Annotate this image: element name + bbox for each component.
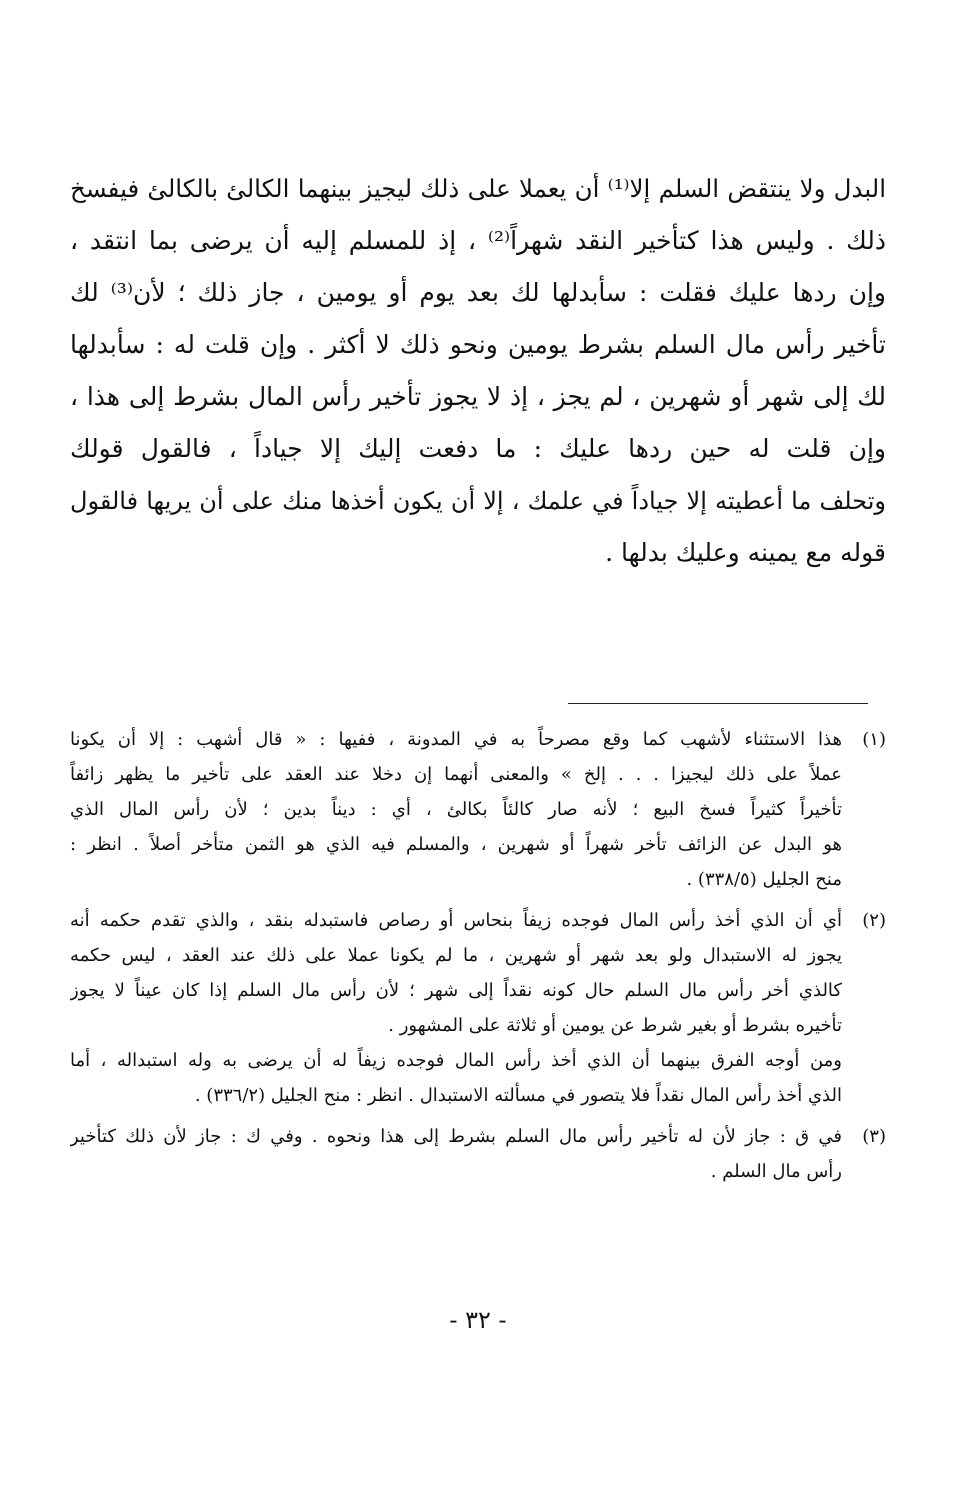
footnote-text-line: رأس مال السلم . bbox=[710, 1161, 842, 1182]
footnote-text-line: أي أن الذي أخذ رأس المال فوجده زيفاً بنحاس أو رصاص فاستبدله بنقد ، والذي تقدم حكمه أنه bbox=[70, 910, 842, 931]
footnote-1 bbox=[70, 722, 886, 897]
footnote-separator bbox=[568, 703, 868, 704]
main-text-block bbox=[70, 163, 886, 579]
page-number: - ٣٢ - bbox=[449, 1306, 507, 1334]
footnote-number: (٢) bbox=[862, 910, 886, 931]
footnote-text-line: في ق : جاز لأن له تأخير رأس مال السلم بشرط إلى هذا ونحوه . وفي ك : جاز لأن ذلك كتأخير bbox=[70, 1126, 842, 1147]
footnote-text-line: هذا الاستثناء لأشهب كما وقع مصرحاً به في المدونة ، ففيها : « قال أشهب : إلا أن يكونا bbox=[70, 729, 842, 750]
main-text-line: وتحلف ما أعطيته إلا جياداً في علمك ، إلا أن يكون أخذها منك على أن يريها فالقول bbox=[70, 487, 886, 515]
footnote-text-line: ومن أوجه الفرق بينهما أن الذي أخذ رأس المال فوجده زيفاً له أن يرضى به وله استبداله ، أما bbox=[70, 1050, 842, 1071]
footnote-text-line: تأخيره بشرط أو بغير شرط عن يومين أو ثلاثة على المشهور . bbox=[388, 1015, 842, 1036]
footnote-2 bbox=[70, 903, 886, 1113]
footnote-text-line: يجوز له الاستبدال ولو بعد شهر أو شهرين ، ما لم يكونا عملا على ذلك عند العقد ، ليس حكمه bbox=[70, 945, 842, 966]
main-text-line: لك إلى شهر أو شهرين ، لم يجز ، إذ لا يجوز تأخير رأس المال بشرط إلى هذا ، bbox=[70, 382, 886, 411]
footnote-text-line: كالذي أخر رأس مال السلم حال كونه نقداً إلى شهر ؛ لأن رأس مال السلم إذا كان عيناً لا يجوز bbox=[70, 980, 842, 1001]
footnote-3 bbox=[70, 1119, 886, 1189]
footnote-text-line: تأخيراً كثيراً فسخ البيع ؛ لأنه صار كالئاً بكالئ ، أي : ديناً بدين ؛ لأن رأس المال الذي bbox=[70, 799, 842, 820]
footnote-text-line: هو البدل عن الزائف تأخر شهراً أو شهرين ، والمسلم فيه الذي هو الثمن متأخر أصلاً . انظر : bbox=[70, 834, 842, 855]
footnote-number: (١) bbox=[862, 729, 886, 750]
footnote-number: (٣) bbox=[862, 1126, 886, 1147]
footnote-text-line: منح الجليل (٣٣٨/٥) . bbox=[686, 869, 842, 890]
main-text-line: وإن ردها عليك فقلت : سأبدلها لك بعد يوم أو يومين ، جاز ذلك ؛ لأن⁽³⁾ لك bbox=[70, 278, 886, 307]
main-text-line: قوله مع يمينه وعليك بدلها . bbox=[605, 538, 886, 567]
footnote-text-line: الذي أخذ رأس المال نقداً فلا يتصور في مسألته الاستبدال . انظر : منح الجليل (٣٣٦/٢) . bbox=[194, 1085, 842, 1106]
main-text-line: البدل ولا ينتقض السلم إلا⁽¹⁾ أن يعملا على ذلك ليجيز بينهما الكالئ بالكالئ فيفسخ bbox=[70, 174, 886, 203]
footnotes-block bbox=[70, 722, 886, 1189]
footnote-text-line: عملاً على ذلك ليجيزا . . . إلخ » والمعنى أنهما إن دخلا عند العقد على تأخير ما يظهر زائفاً bbox=[70, 764, 842, 785]
main-text-line: تأخير رأس مال السلم بشرط يومين ونحو ذلك لا أكثر . وإن قلت له : سأبدلها bbox=[70, 330, 886, 359]
main-text-line: ذلك . وليس هذا كتأخير النقد شهراً⁽²⁾ ، إذ للمسلم إليه أن يرضى بما انتقد ، bbox=[70, 226, 886, 255]
main-text-line: وإن قلت له حين ردها عليك : ما دفعت إليك إلا جياداً ، فالقول قولك bbox=[70, 434, 886, 463]
